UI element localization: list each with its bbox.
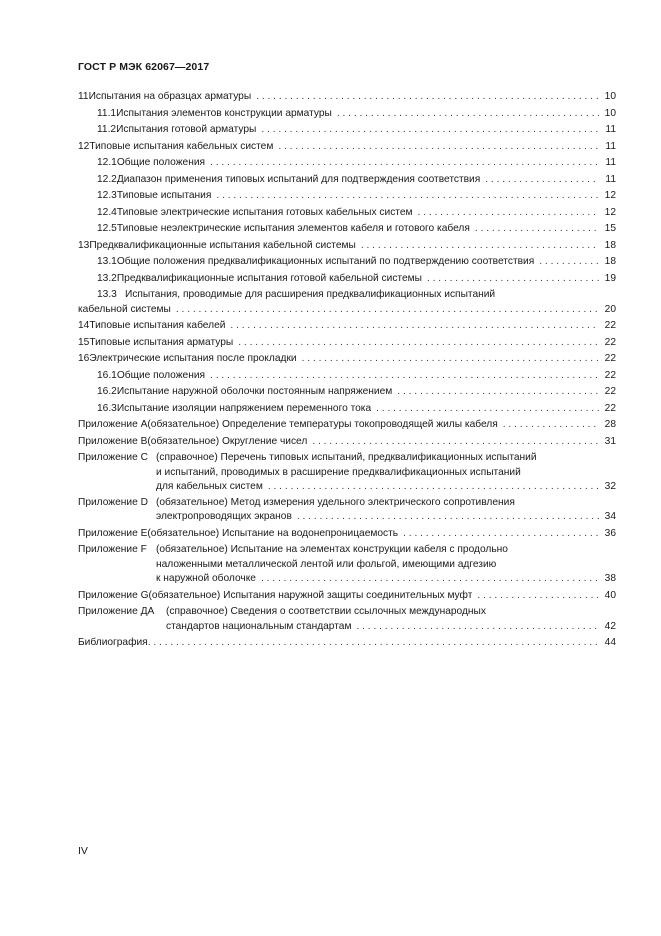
- toc-entry-12[interactable]: [78, 139, 616, 156]
- toc-title: (обязательное) Округление чисел: [147, 435, 308, 447]
- toc-title: Предквалификационные испытания кабельной системы: [89, 239, 356, 251]
- toc-appendix-a[interactable]: [78, 417, 616, 434]
- toc-number: 12.1: [97, 157, 117, 168]
- toc-number: 11.2: [97, 124, 117, 135]
- toc-page: 22: [604, 402, 616, 414]
- toc-page: 19: [604, 272, 616, 284]
- toc-title: Типовые испытания кабелей: [89, 320, 226, 331]
- toc-page: 31: [604, 435, 616, 447]
- toc-number: 16: [78, 353, 90, 364]
- toc-page: 22: [604, 336, 616, 348]
- toc-title: (обязательное) Определение температуры токопроводящей жилы кабеля: [147, 419, 498, 430]
- appendix-label: Приложение ДА: [78, 606, 155, 617]
- toc-leader: [238, 335, 599, 352]
- toc-leader: [337, 106, 599, 123]
- toc-title-line-3: к наружной оболочке: [156, 573, 256, 584]
- appendix-label: Приложение А: [78, 419, 148, 430]
- toc-title-line-2: электропроводящих экранов: [156, 511, 292, 522]
- toc-page: 36: [604, 527, 616, 539]
- toc-leader: [397, 384, 599, 401]
- toc-page: 28: [604, 419, 616, 430]
- toc-page: 11: [605, 124, 616, 135]
- toc-page: 18: [604, 239, 616, 251]
- toc-entry-12-4[interactable]: [78, 205, 616, 222]
- toc-leader: [302, 351, 599, 368]
- toc-title-line-2: и испытаний, проводимых в расширение предквалификационных испытаний: [156, 466, 521, 478]
- toc-entry-13-3[interactable]: [78, 288, 616, 317]
- toc-page: 40: [604, 589, 616, 601]
- toc-page: 10: [604, 107, 616, 119]
- toc-number: 13.3: [97, 289, 117, 300]
- toc-leader: [312, 434, 599, 451]
- toc-leader: [403, 526, 599, 543]
- toc-entry-13-1[interactable]: [78, 254, 616, 271]
- toc-page: 11: [605, 157, 616, 168]
- toc-number: 12: [78, 140, 90, 152]
- toc-page: 18: [604, 256, 616, 267]
- toc-title-line-1: Испытания, проводимые для расширения предквалификационных испытаний: [125, 289, 496, 300]
- toc-entry-13-2[interactable]: [78, 271, 616, 288]
- toc-leader: [268, 480, 599, 495]
- toc-title-line-3: для кабельных систем: [156, 481, 263, 492]
- toc-entry-14[interactable]: [78, 318, 616, 335]
- toc-entry-12-2[interactable]: [78, 172, 616, 189]
- toc-page: 32: [604, 481, 616, 492]
- toc-leader: [210, 155, 599, 172]
- toc-appendix-c[interactable]: [78, 451, 616, 495]
- toc-title: Испытания на образцах арматуры: [88, 91, 252, 102]
- toc-leader: [477, 588, 599, 605]
- toc-title-line-1: (справочное) Перечень типовых испытаний, предквалификационных испытаний: [156, 452, 537, 463]
- toc-entry-12-1[interactable]: [78, 155, 616, 172]
- toc-leader: [361, 238, 599, 255]
- toc-title: Общие положения: [116, 157, 206, 168]
- toc-page: 11: [605, 173, 616, 185]
- toc-title: Типовые испытания: [116, 190, 212, 201]
- toc-title: Испытание наружной оболочки постоянным напряжением: [116, 386, 393, 397]
- toc-leader: [210, 368, 599, 385]
- toc-page: 22: [604, 369, 616, 381]
- toc-entry-11-1[interactable]: [78, 106, 616, 123]
- toc-entry-16-1[interactable]: [78, 368, 616, 385]
- toc-leader: [503, 417, 599, 434]
- toc-appendix-da[interactable]: [78, 605, 616, 634]
- toc-page: 10: [604, 91, 616, 102]
- toc-leader: [216, 188, 599, 205]
- toc-number: 11.1: [97, 107, 117, 119]
- toc-appendix-f[interactable]: [78, 543, 616, 587]
- toc-number: 16.3: [97, 402, 117, 414]
- toc-leader: [376, 401, 599, 418]
- toc-appendix-e[interactable]: [78, 526, 616, 543]
- toc-page: 11: [605, 140, 616, 152]
- toc-title: Испытания элементов конструкции арматуры: [116, 107, 332, 119]
- appendix-label: Приложение F: [78, 544, 147, 555]
- toc-appendix-g[interactable]: [78, 588, 616, 605]
- toc-number: 13.1: [97, 256, 117, 267]
- toc-entry-12-5[interactable]: [78, 221, 616, 238]
- toc-title: Общие положения: [116, 369, 206, 381]
- toc-title: Типовые испытания арматуры: [89, 336, 234, 348]
- toc-leader: [278, 139, 599, 156]
- page-number: IV: [78, 845, 88, 857]
- toc-entry-16-2[interactable]: [78, 384, 616, 401]
- toc-entry-15[interactable]: [78, 335, 616, 352]
- toc-title-line-2: наложенными металлической лентой или фольгой, имеющими адгезию: [156, 558, 497, 570]
- toc-page: 22: [604, 320, 616, 331]
- toc-entry-16[interactable]: [78, 351, 616, 368]
- toc-leader: [539, 254, 599, 271]
- toc-leader: [418, 205, 599, 222]
- toc-title-line-1: (справочное) Сведения о соответствии ссылочных международных: [166, 606, 486, 617]
- toc-title: Библиография: [78, 637, 148, 648]
- toc-leader: [297, 510, 599, 525]
- toc-page: 34: [604, 511, 616, 522]
- toc-page: 44: [604, 637, 616, 648]
- toc-leader: [261, 572, 599, 587]
- toc-page: 22: [604, 353, 616, 364]
- toc-number: 12.5: [97, 223, 117, 234]
- toc-title: Типовые электрические испытания готовых кабельных систем: [116, 206, 413, 218]
- toc-title: (обязательное) Испытания наружной защиты соединительных муфт: [148, 589, 473, 601]
- toc-page: 38: [604, 573, 616, 584]
- document-header: ГОСТ Р МЭК 62067—2017: [78, 61, 210, 73]
- toc-page: 22: [604, 386, 616, 397]
- toc-number: 16.1: [97, 369, 117, 381]
- toc-appendix-b[interactable]: [78, 434, 616, 451]
- toc-title-line-2: кабельной системы: [78, 303, 171, 315]
- toc-page: 42: [604, 620, 616, 632]
- toc-title-line-1: (обязательное) Метод измерения удельного электрического сопротивления: [156, 496, 515, 508]
- toc-number: 13.2: [97, 272, 117, 284]
- toc-leader: [148, 635, 599, 652]
- toc-appendix-d[interactable]: [78, 496, 616, 525]
- toc-leader: [427, 271, 599, 288]
- toc-entry-16-3[interactable]: [78, 401, 616, 418]
- toc-title: Типовые неэлектрические испытания элементов кабеля и готового кабеля: [116, 223, 470, 234]
- toc-title: Электрические испытания после прокладки: [89, 353, 297, 364]
- table-of-contents: [78, 89, 616, 652]
- toc-entry-12-3[interactable]: [78, 188, 616, 205]
- toc-number: 13: [78, 239, 90, 251]
- toc-leader: [256, 89, 599, 106]
- toc-number: 12.4: [97, 206, 117, 218]
- toc-number: 14: [78, 320, 90, 331]
- appendix-label: Приложение С: [78, 452, 148, 463]
- toc-page: 12: [604, 190, 616, 201]
- toc-title-line-1: (обязательное) Испытание на элементах конструкции кабеля с продольно: [156, 544, 508, 555]
- toc-leader: [230, 318, 599, 335]
- toc-title: Предквалификационные испытания готовой кабельной системы: [116, 272, 422, 284]
- toc-leader: [176, 303, 599, 318]
- toc-title: Общие положения предквалификационных испытаний по подтверждению соответствия: [116, 256, 535, 267]
- appendix-label: Приложение G: [78, 589, 149, 601]
- toc-leader: [475, 221, 599, 238]
- appendix-label: Приложение D: [78, 496, 148, 508]
- toc-title: Типовые испытания кабельных систем: [89, 140, 274, 152]
- toc-title: Испытания готовой арматуры: [116, 124, 257, 135]
- toc-leader: [485, 172, 599, 189]
- toc-page: 12: [604, 206, 616, 218]
- toc-leader: [261, 122, 599, 139]
- toc-number: 11: [78, 91, 89, 102]
- toc-number: 15: [78, 336, 90, 348]
- toc-entry-11[interactable]: [78, 89, 616, 106]
- toc-entry-11-2[interactable]: [78, 122, 616, 139]
- toc-page: 20: [604, 303, 616, 315]
- appendix-label: Приложение В: [78, 435, 148, 447]
- toc-page: 15: [604, 223, 616, 234]
- appendix-label: Приложение Е: [78, 527, 148, 539]
- toc-bibliography[interactable]: [78, 635, 616, 652]
- toc-entry-13[interactable]: [78, 238, 616, 255]
- toc-title-line-2: стандартов национальным стандартам: [166, 620, 352, 632]
- toc-title: Диапазон применения типовых испытаний для подтверждения соответствия: [116, 173, 481, 185]
- toc-number: 12.2: [97, 173, 117, 185]
- toc-leader: [356, 620, 599, 635]
- toc-title: (обязательное) Испытание на водонепроницаемость: [147, 527, 399, 539]
- toc-title: Испытание изоляции напряжением переменного тока: [116, 402, 372, 414]
- toc-number: 12.3: [97, 190, 117, 201]
- toc-number: 16.2: [97, 386, 117, 397]
